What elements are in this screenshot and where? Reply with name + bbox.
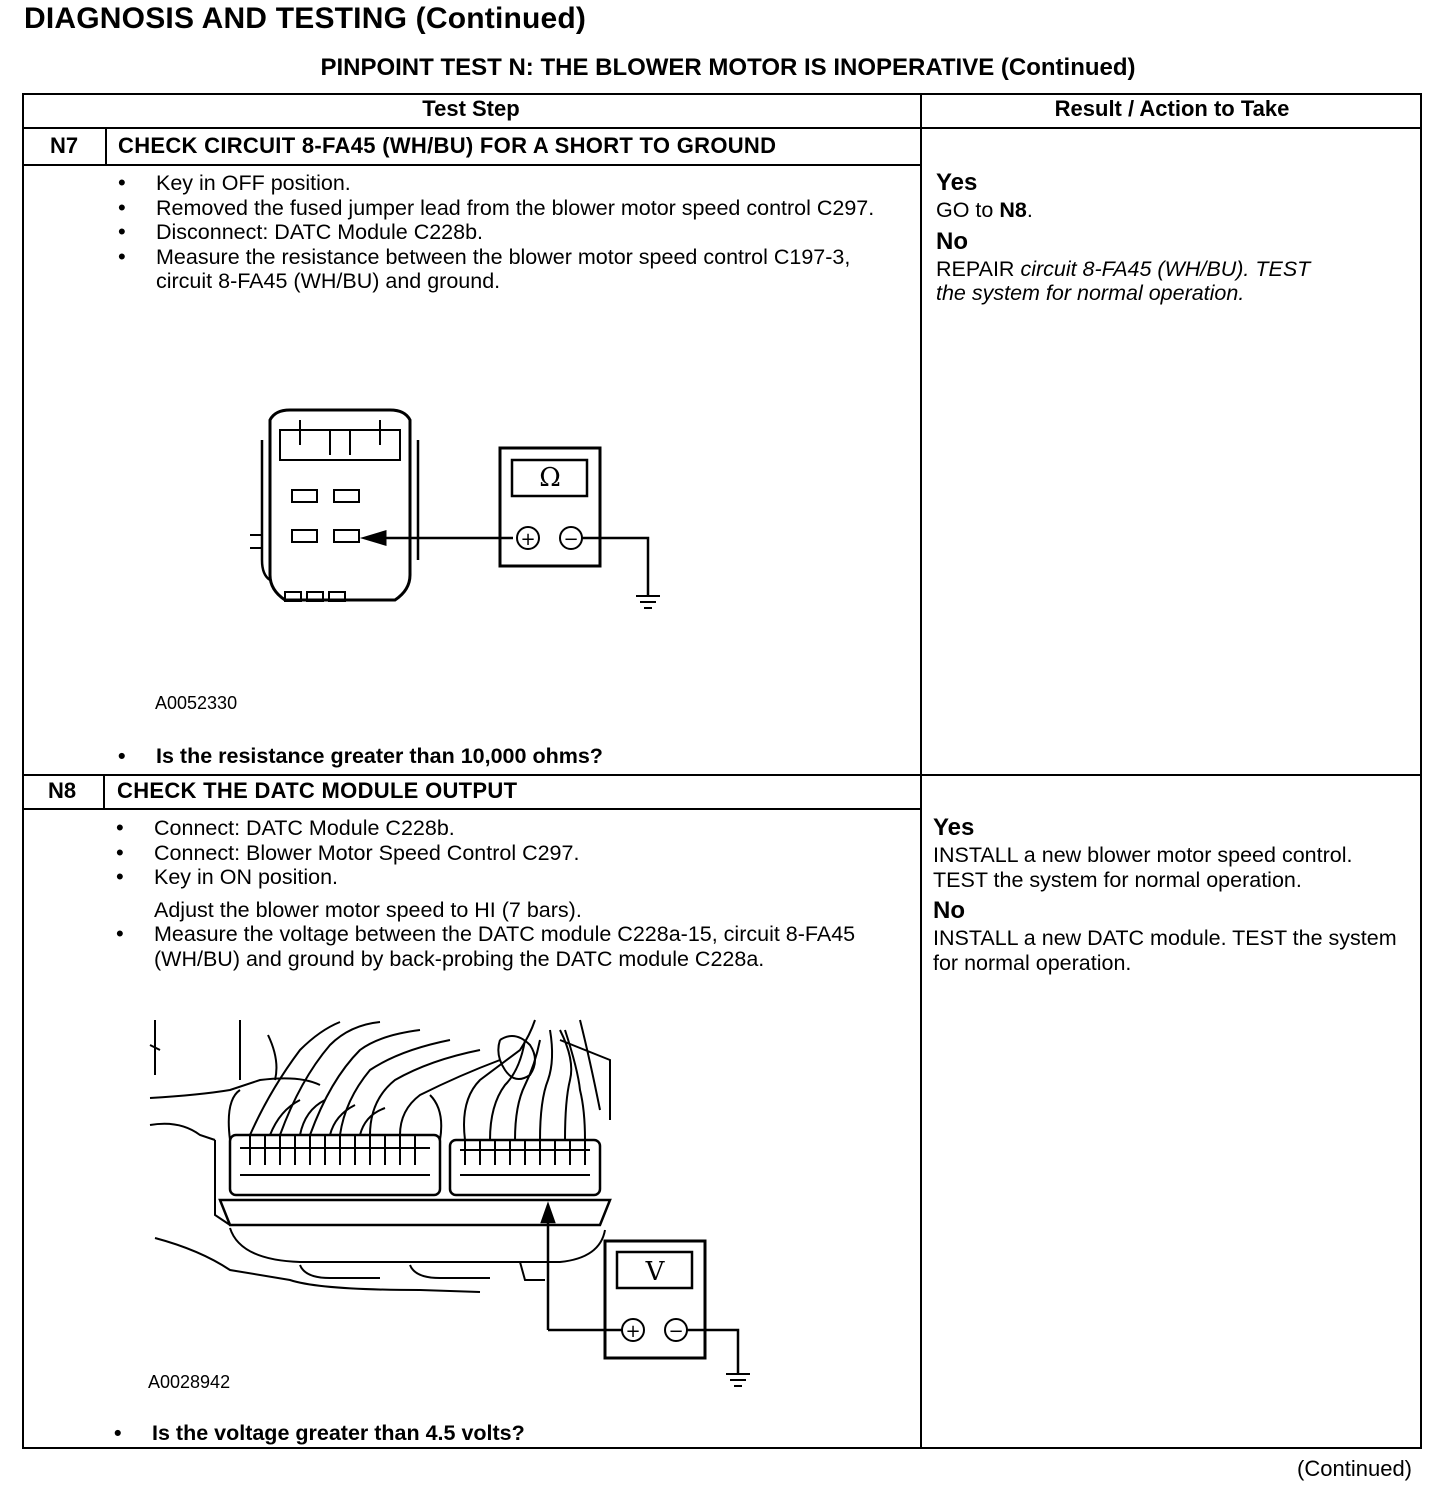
list-item: • Measure the voltage between the DATC module C228a-15, circuit 8-FA45 (WH/BU) and ground by back-probing the DATC module C228a. [116,922,906,971]
list-item: • Connect: DATC Module C228b. [116,816,906,841]
yes-label: Yes [933,814,975,841]
link-n8[interactable]: N8 [999,198,1027,222]
list-item: • Key in OFF position. [118,171,908,196]
question-n8: • Is the voltage greater than 4.5 volts? [114,1421,525,1446]
minus-terminal: − [563,529,579,550]
plus-terminal: + [625,1321,641,1342]
yes-action: INSTALL a new blower motor speed control. TEST the system for normal operation. [933,843,1353,892]
figure-id-n8: A0028942 [148,1372,231,1392]
column-header-test-step: Test Step [422,96,520,121]
question-n7: • Is the resistance greater than 10,000 ohms? [118,744,603,769]
volt-symbol: V [645,1257,665,1287]
ohm-symbol: Ω [539,463,561,493]
minus-terminal: − [668,1321,684,1342]
list-item: • Key in ON position. [116,865,906,890]
list-item: • Measure the resistance between the blower motor speed control C197-3, circuit 8-FA45 (WH/BU) and ground. [118,245,908,294]
yes-action: GO to N8. [936,198,1033,222]
step-id-n7: N7 [49,133,79,158]
result-n8 [933,813,1408,979]
no-label: No [933,897,965,924]
no-label: No [936,227,968,255]
pinpoint-test-title: PINPOINT TEST N: THE BLOWER MOTOR IS INOPERATIVE (Continued) [320,54,1136,81]
step-title-n8: CHECK THE DATC MODULE OUTPUT [117,778,518,803]
step-title-n7: CHECK CIRCUIT 8-FA45 (WH/BU) FOR A SHORT TO GROUND [118,133,777,158]
list-item: • Removed the fused jumper lead from the blower motor speed control C297. [118,196,908,221]
list-item: • Disconnect: DATC Module C228b. [118,220,908,245]
column-header-result: Result / Action to Take [1054,96,1290,121]
continued-footer: (Continued) [1297,1456,1412,1481]
no-action: REPAIR circuit 8-FA45 (WH/BU). TEST the system for normal operation. [936,256,1311,305]
yes-label: Yes [936,169,978,196]
list-note: Adjust the blower motor speed to HI (7 bars). [154,897,582,922]
list-item: • Connect: Blower Motor Speed Control C297. [116,841,906,866]
page-title: DIAGNOSIS AND TESTING (Continued) [24,2,587,35]
step-id-n8: N8 [47,778,77,803]
plus-terminal: + [520,529,536,550]
figure-id-n7: A0052330 [155,693,238,713]
no-action: INSTALL a new DATC module. TEST the system for normal operation. [933,926,1397,975]
